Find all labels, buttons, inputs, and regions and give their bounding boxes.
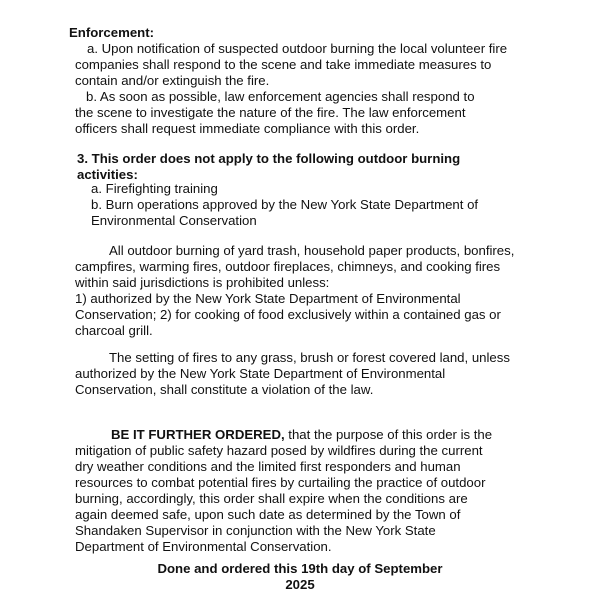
text-line: companies shall respond to the scene and take immediate measures to xyxy=(75,57,492,72)
text-line: authorized by the New York State Department of Environmental xyxy=(75,366,446,381)
text-line: within said jurisdictions is prohibited unless: xyxy=(75,275,330,290)
section-3-item-a: a. Firefighting training xyxy=(91,181,218,196)
text-line: activities: xyxy=(77,167,138,182)
text-line: campfires, warming fires, outdoor fireplaces, chimneys, and cooking fires xyxy=(75,259,501,274)
further-ordered-rest: that the purpose of this order is the xyxy=(284,427,493,442)
signoff-line: Done and ordered this 19th day of September xyxy=(157,561,443,576)
section-3-heading xyxy=(77,151,460,183)
text-line: Environmental Conservation xyxy=(91,213,257,228)
signoff xyxy=(100,561,500,593)
text-line: charcoal grill. xyxy=(75,323,153,338)
text-line: The setting of fires to any grass, brush or forest covered land, unless xyxy=(109,350,510,365)
text-line: Department of Environmental Conservation. xyxy=(75,539,332,554)
text-line: b. Burn operations approved by the New York State Department of xyxy=(91,197,479,212)
text-line: All outdoor burning of yard trash, household paper products, bonfires, xyxy=(109,243,515,258)
text-line: burning, accordingly, this order shall expire when the conditions are xyxy=(75,491,468,506)
text-line: the scene to investigate the nature of the fire. The law enforcement xyxy=(75,105,466,120)
enforcement-item-a xyxy=(75,41,507,89)
setting-fires-paragraph xyxy=(75,350,510,398)
text-line: contain and/or extinguish the fire. xyxy=(75,73,270,88)
text-line: again deemed safe, upon such date as determined by the Town of xyxy=(75,507,461,522)
section-3-item-b xyxy=(91,197,478,229)
text-line: 3. This order does not apply to the following outdoor burning xyxy=(77,151,461,166)
text-line: b. As soon as possible, law enforcement agencies shall respond to xyxy=(86,89,475,104)
further-ordered-lead: BE IT FURTHER ORDERED, xyxy=(111,427,285,442)
text-line: mitigation of public safety hazard posed by wildfires during the current xyxy=(75,443,483,458)
text-line: Conservation, shall constitute a violation of the law. xyxy=(75,382,374,397)
outdoor-burning-paragraph xyxy=(75,243,514,339)
text-line: dry weather conditions and the limited first responders and human xyxy=(75,459,461,474)
text-line: a. Upon notification of suspected outdoor burning the local volunteer fire xyxy=(87,41,508,56)
text-line: Conservation; 2) for cooking of food exclusively within a contained gas or xyxy=(75,307,501,322)
further-ordered-paragraph xyxy=(75,427,492,555)
text-line: 1) authorized by the New York State Department of Environmental xyxy=(75,291,461,306)
enforcement-item-b xyxy=(75,89,475,137)
text-line: officers shall request immediate compliance with this order. xyxy=(75,121,420,136)
signoff-year: 2025 xyxy=(285,577,315,592)
text-line xyxy=(75,427,492,443)
enforcement-heading: Enforcement: xyxy=(69,25,154,40)
text-line: Shandaken Supervisor in conjunction with the New York State xyxy=(75,523,436,538)
text-line: resources to combat potential fires by curtailing the practice of outdoor xyxy=(75,475,486,490)
